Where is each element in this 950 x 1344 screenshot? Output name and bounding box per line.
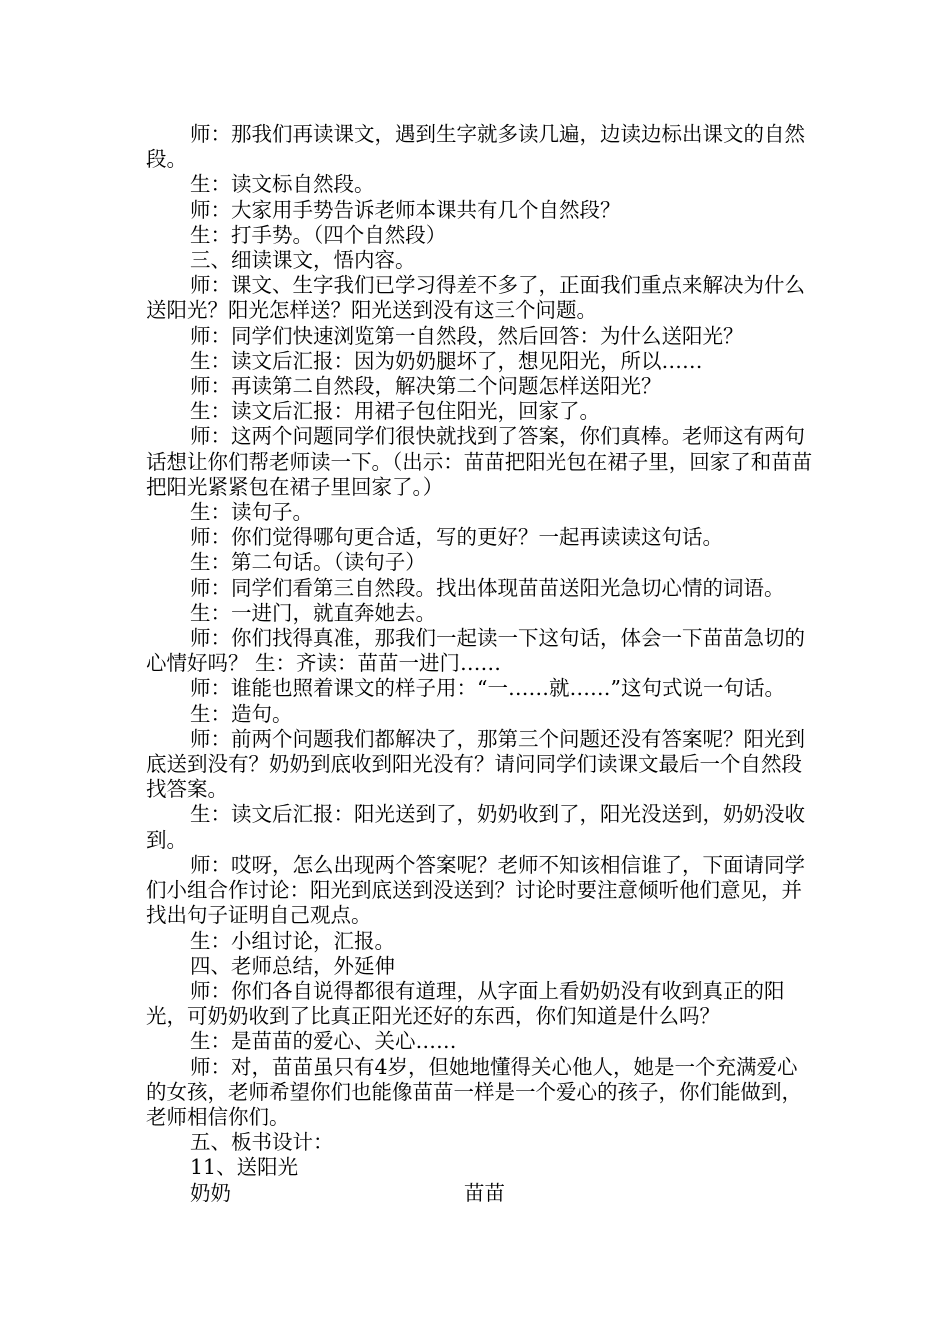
paragraph: 师：谁能也照着课文的样子用：“一……就……”这句式说一句话。 — [190, 676, 785, 701]
board-left-label: 奶奶 — [190, 1180, 231, 1205]
paragraph: 生：读文后汇报：因为奶奶腿坏了，想见阳光，所以…… — [190, 348, 703, 373]
paragraph: 生：读文标自然段。 — [190, 172, 375, 197]
section-heading: 五、板书设计： — [190, 1130, 334, 1155]
paragraph: 师：课文、生字我们已学习得差不多了，正面我们重点来解决为什么送阳光？阳光怎样送？阳光送到没有这三个问题。 — [146, 273, 805, 323]
paragraph: 师：再读第二自然段，解决第二个问题怎样送阳光？ — [190, 374, 662, 399]
paragraph: 生：打手势。（四个自然段） — [190, 222, 447, 247]
paragraph: 生：造句。 — [190, 701, 293, 726]
paragraph: 师：你们找得真准，那我们一起读一下这句话，体会一下苗苗急切的心情好吗？ 生：齐读：苗苗一进门…… — [146, 626, 805, 676]
paragraph: 生：一进门，就直奔她去。 — [190, 600, 436, 625]
paragraph: 师：那我们再读课文，遇到生字就多读几遍，边读边标出课文的自然段。 — [146, 122, 805, 172]
section-heading: 三、细读课文，悟内容。 — [190, 248, 416, 273]
board-title: 11、送阳光 — [190, 1155, 299, 1180]
board-design-row — [146, 1181, 814, 1206]
section-heading: 四、老师总结，外延伸 — [190, 953, 395, 978]
paragraph: 师：同学们快速浏览第一自然段，然后回答：为什么送阳光？ — [190, 323, 744, 348]
lesson-plan-body — [146, 122, 814, 1206]
paragraph: 师：哎呀，怎么出现两个答案呢？老师不知该相信谁了，下面请同学们小组合作讨论：阳光到底送到没送到？讨论时要注意倾听他们意见，并找出句子证明自己观点。 — [146, 852, 805, 928]
paragraph: 生：读句子。 — [190, 500, 313, 525]
paragraph: 生：是苗苗的爱心、关心…… — [190, 1029, 457, 1054]
paragraph: 师：你们觉得哪句更合适，写的更好？一起再读读这句话。 — [190, 525, 723, 550]
board-right-label: 苗苗 — [464, 1180, 505, 1205]
paragraph: 生：读文后汇报：用裙子包住阳光，回家了。 — [190, 399, 600, 424]
paragraph: 生：读文后汇报：阳光送到了，奶奶收到了，阳光没送到，奶奶没收到。 — [146, 802, 805, 852]
paragraph: 师：大家用手势告诉老师本课共有几个自然段？ — [190, 197, 621, 222]
paragraph: 师：对，苗苗虽只有4岁，但她地懂得关心他人，她是一个充满爱心的女孩，老师希望你们也能像苗苗一样是一个爱心的孩子，你们能做到，老师相信你们。 — [146, 1054, 802, 1129]
paragraph: 师：同学们看第三自然段。找出体现苗苗送阳光急切心情的词语。 — [190, 575, 785, 600]
paragraph: 生：小组讨论，汇报。 — [190, 928, 395, 953]
paragraph: 师：前两个问题我们都解决了，那第三个问题还没有答案呢？阳光到底送到没有？奶奶到底收到阳光没有？请问同学们读课文最后一个自然段找答案。 — [146, 726, 805, 802]
paragraph: 师：这两个问题同学们很快就找到了答案，你们真棒。老师这有两句话想让你们帮老师读一下。（出示：苗苗把阳光包在裙子里，回家了和苗苗把阳光紧紧包在裙子里回家了。） — [146, 424, 813, 499]
paragraph: 师：你们各自说得都很有道理，从字面上看奶奶没有收到真正的阳光，可奶奶收到了比真正阳光还好的东西，你们知道是什么吗？ — [146, 978, 785, 1029]
paragraph: 生：第二句话。（读句子） — [190, 550, 426, 575]
